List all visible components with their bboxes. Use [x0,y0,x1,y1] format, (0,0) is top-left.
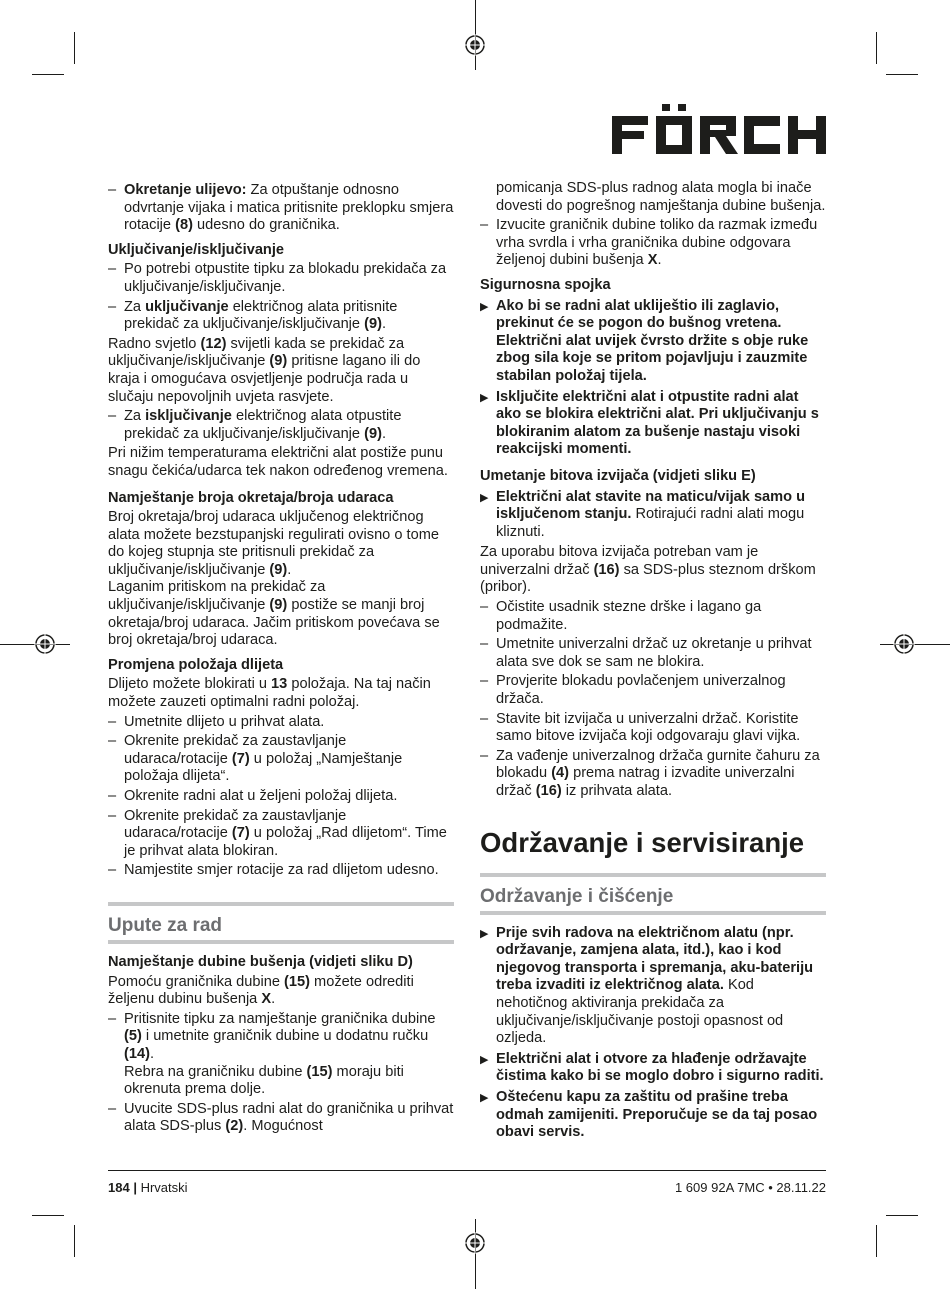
list-item: – Provjerite blokadu povlačenjem univerzalnog držača. [480,673,826,708]
registration-mark-icon [464,1232,486,1254]
subheading: Uključivanje/isključivanje [108,241,285,258]
list-item: – Stavite bit izvijača u univerzalni držač. Koristite samo bitove izvijača koji odgovaraju glavi vijka. [480,711,826,746]
footer-page-info: 184 | Hrvatski [108,1180,188,1195]
crop-mark [475,1219,476,1289]
crop-mark [880,644,950,645]
crop-mark [876,1225,877,1257]
list-item: – Za uključivanje električnog alata pritisnite prekidač za uključivanje/isključivanje (9). [108,299,454,334]
page-number: 184 [108,1180,130,1195]
list-item: – Namjestite smjer rotacije za rad dlijetom udesno. [108,862,454,880]
crop-mark [32,1215,64,1216]
crop-mark [32,74,64,75]
document-code: 1 609 92A 7MC • 28.11.22 [674,1180,826,1195]
warning-item: ▶ Isključite električni alat i otpustite radni alat ako se blokira električni alat. Pri uključivanju s blokiranim alatom za bušenje nastaju visoki reakcijski momenti. [480,389,826,459]
crop-mark [876,32,877,64]
warning-item: ▶ Električni alat i otvore za hlađenje održavajte čistima kako bi se moglo dobro i sigurno raditi. [480,1051,826,1086]
forch-logo [612,102,826,154]
crop-mark [886,1215,918,1216]
list-item: – Za isključivanje električnog alata otpustite prekidač za uključivanje/isključivanje (9). [108,408,454,443]
list-item: – Umetnite univerzalni držač uz okretanje u prihvat alata sve dok se sam ne blokira. [480,636,826,671]
left-column [108,180,454,1138]
warning-item: ▶ Oštećenu kapu za zaštitu od prašine treba odmah zamijeniti. Preporučuje se da taj posao obavi servis. [480,1089,826,1142]
paragraph: Dlijeto možete blokirati u 13 položaja. Na taj način možete zauzeti optimalni radni položaj. [108,676,431,711]
subheading: Umetanje bitova izvijača (vidjeti sliku E) [480,467,756,484]
list-item: – Izvucite graničnik dubine toliko da razmak između vrha svrdla i vrha graničnika dubine odgovara željenoj dubini bušenja X. [480,217,826,270]
registration-mark-icon [893,633,915,655]
paragraph: Pomoću graničnika dubine (15) možete odrediti željenu dubinu bušenja X. [108,973,414,1008]
section-heading: Upute za rad [108,902,454,944]
warning-item: ▶ Električni alat stavite na maticu/vijak samo u isključenom stanju. Rotirajući radni alati mogu kliznuti. [480,489,826,542]
warning-item: ▶ Ako bi se radni alat ukliještio ili zaglavio, prekinut će se pogon do bušnog vretena. Električni alat uvijek čvrsto držite s obje ruke zbog sila koje se pritom pojavljuju i zauzmite stabilan položaj tijela. [480,298,826,386]
list-item: – Po potrebi otpustite tipku za blokadu prekidača za uključivanje/isključivanje. [108,261,454,296]
registration-mark-icon [464,34,486,56]
section-heading: Održavanje i čišćenje [480,873,826,915]
language-label: Hrvatski [140,1180,188,1195]
warning-item: ▶ Prije svih radova na električnom alatu (npr. održavanje, zamjena alata, itd.), kao i kod njegovog transporta i spremanja, aku-bateriju treba izvaditi iz električnog alata. Kod nehotičnog aktiviranja prekidača za uključivanje/isključivanje postoji opasnost od ozljeda. [480,925,826,1048]
subheading: Namještanje dubine bušenja (vidjeti sliku D) [108,953,413,970]
list-item: – Okrenite prekidač za zaustavljanje udaraca/rotacije (7) u položaj „Namještanje položaja dlijeta“. [108,733,454,786]
paragraph: pomicanja SDS-plus radnog alata mogla bi inače dovesti do pogrešnog namještanja dubine bušenja. [496,180,826,214]
paragraph: Broj okretaja/broj udaraca uključenog električnog alata možete bezstupanjski regulirati ovisno o tome do kojeg stupnja ste pritisnuli prekidač za uključivanje/isključivanje (9). [108,509,439,578]
subheading: Sigurnosna spojka [480,276,611,293]
list-item: – Okretanje ulijevo: Za otpuštanje odnosno odvrtanje vijaka i matica pritisnite preklopku smjera rotacije (8) udesno do graničnika. [108,182,454,235]
list-item: – Za vađenje univerzalnog držača gurnite čahuru za blokadu (4) prema natrag i izvadite univerzalni držač (16) iz prihvata alata. [480,748,826,801]
list-item: – Uvucite SDS-plus radni alat do graničnika u prihvat alata SDS-plus (2). Mogućnost [108,1101,454,1136]
subheading: Namještanje broja okretaja/broja udaraca [108,489,394,506]
crop-mark [74,32,75,64]
list-item: – Okrenite radni alat u željeni položaj dlijeta. [108,788,454,806]
paragraph: Za uporabu bitova izvijača potreban vam je univerzalni držač (16) sa SDS-plus steznom drškom (pribor). [480,544,816,596]
paragraph: Radno svjetlo (12) svijetli kada se prekidač za uključivanje/isključivanje (9) pritisne lagano ili do kraja i omogućava osvjetljenje područja rada u slučaju nepovoljnih uvjeta rasvjete. [108,335,421,405]
right-column [480,180,826,1145]
paragraph: Pri nižim temperaturama električni alat postiže punu snagu čekića/udarca tek nakon određenog vremena. [108,445,448,479]
registration-mark-icon [34,633,56,655]
list-item: – Pritisnite tipku za namještanje graničnika dubine (5) i umetnite graničnik dubine u dodatnu ručku (14). Rebra na graničniku dubine (15) moraju biti okrenuta prema dolje. [108,1011,454,1099]
list-item: – Umetnite dlijeto u prihvat alata. [108,714,454,732]
crop-mark [74,1225,75,1257]
page-footer [108,1170,826,1195]
crop-mark [886,74,918,75]
list-item: – Očistite usadnik stezne drške i lagano ga podmažite. [480,599,826,634]
subheading: Promjena položaja dlijeta [108,656,284,673]
list-item: – Okrenite prekidač za zaustavljanje udaraca/rotacije (7) u položaj „Rad dlijetom“. Time je prihvat alata blokiran. [108,808,454,861]
paragraph: Laganim pritiskom na prekidač za uključivanje/isključivanje (9) postiže se manji broj okretaja/broj udaraca. Jačim pritiskom povećava se broj okretaja/broj udaraca. [108,579,440,649]
chapter-heading: Održavanje i servisiranje [480,826,805,858]
